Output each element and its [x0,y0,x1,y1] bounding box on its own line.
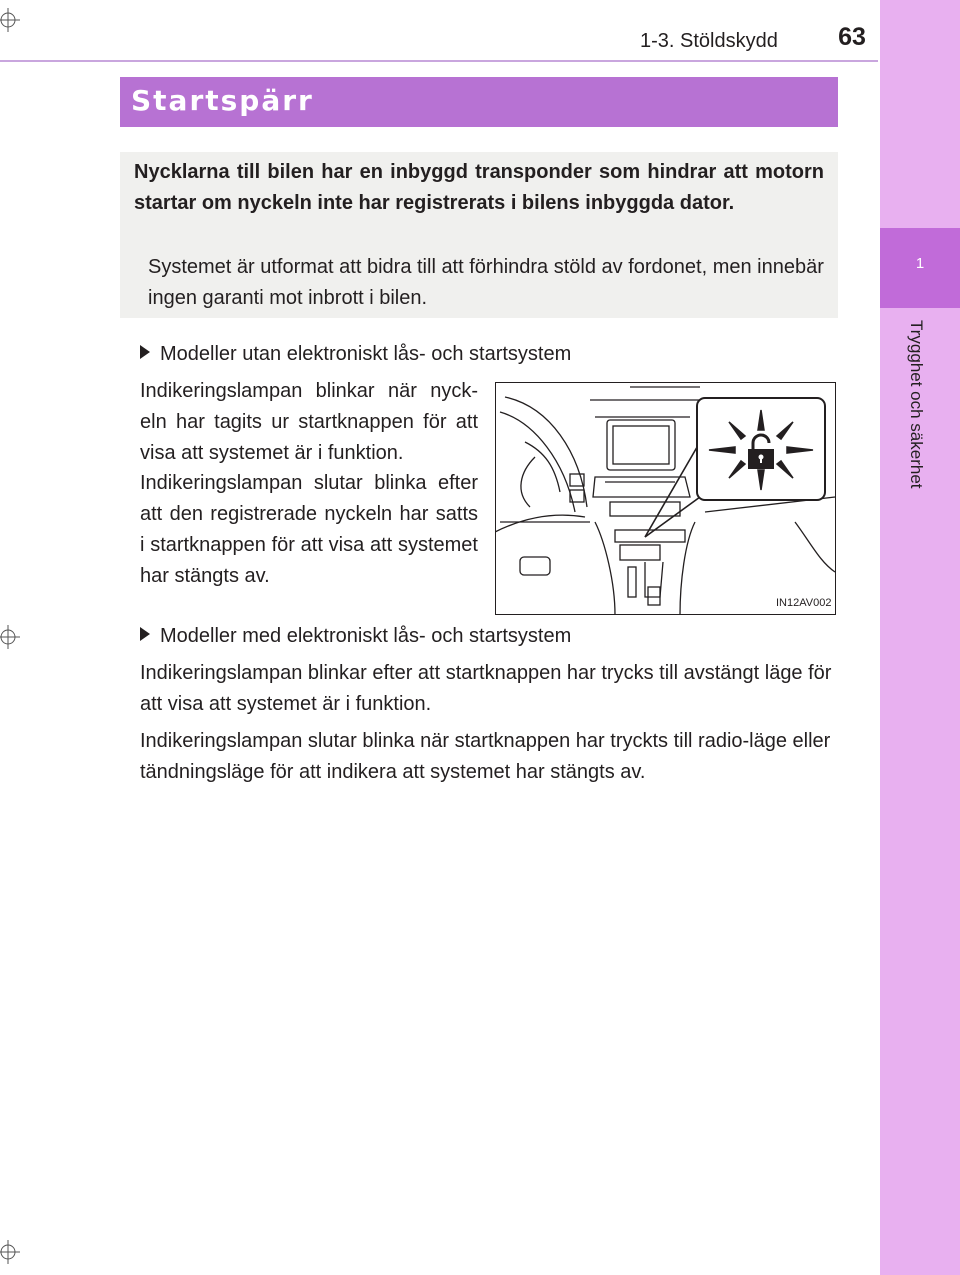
dashboard-drawing [495,382,836,615]
section2-para2: Indikeringslampan slutar blinka när startknappen har tryckts till radio-läge eller tändningsläge för att indikera att systemet har stängts av. [140,730,831,783]
section1-para2: Indikeringslampan slutar blinka efter att den registrerade nyckeln har satts i startknappen för att visa att systemet har stängts av. [140,472,478,587]
page-number: 63 [838,23,866,51]
info-normal-text: Systemet är utformat att bidra till att förhindra stöld av fordonet, men innebär ingen garanti mot inbrott i bilen. [148,256,824,309]
chapter-number: 1 [915,255,925,272]
dashboard-illustration [495,382,836,615]
section1-para1: Indikeringslampan blinkar när nyck-eln har tagits ur startknappen för att visa att systemet är i funktion. [140,380,478,464]
info-bold-text: Nycklarna till bilen har en inbyggd transponder som hindrar att motorn startar om nyckeln inte har registrerats i bilens inbyggda dator. [134,161,824,214]
chapter-title: Trygghet och säkerhet [907,320,926,489]
header-divider [0,60,878,62]
bullet-triangle-icon [140,345,150,359]
illustration-code: IN12AV002 [776,597,832,609]
bullet-triangle-icon [140,627,150,641]
side-tab [880,0,960,1275]
section-label: 1-3. Stöldskydd [640,30,778,52]
section2-para1: Indikeringslampan blinkar efter att startknappen har trycks till avstängt läge för att visa att systemet är i funktion. [140,662,832,715]
section2-heading: Modeller med elektroniskt lås- och startsystem [140,625,571,648]
page-title: Startspärr [131,84,314,117]
section1-heading: Modeller utan elektroniskt lås- och startsystem [140,343,571,366]
